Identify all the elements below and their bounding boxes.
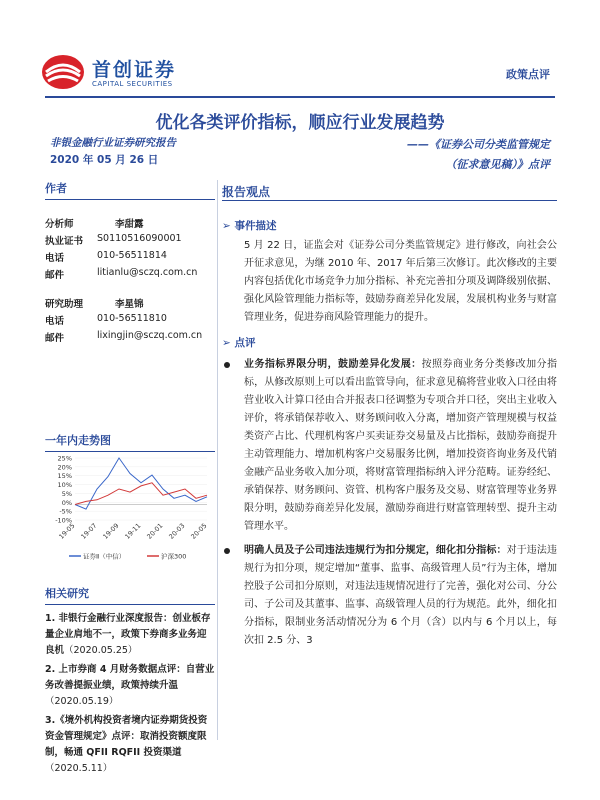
report-category: 非银金融行业证券研究报告 [50, 137, 176, 149]
email-link[interactable]: litianlu@sczq.com.cn [97, 267, 198, 278]
email-row [45, 267, 215, 284]
event-section-title: ➢ 事件描述 [222, 220, 277, 232]
arrow-icon: ➢ [222, 220, 235, 232]
series-line [75, 458, 207, 509]
related-item[interactable]: 3.《境外机构投资者境内证券期货投资资金管理规定》点评：取消投资额度限制，畅通 QFII RQFII 投资渠道（2020.5.11） [45, 715, 208, 774]
y-tick-label: 15% [57, 472, 72, 481]
authors-heading: 作者 [45, 182, 67, 195]
bullet-1: 业务指标界限分明，鼓励差异化发展：按照券商业务分类修改加分指标，从修改原则上可以看出监管导向，征求意见稿将营业收入口径由将营业收入计算口径由合并报表口径调整为专项合并口径，突出主业收入评价，将承销保荐收入、财务顾问收入分离，增加资产管理规模与权益类资产占比、代理机构客户买卖证券交易量及占比指标，鼓励券商提升主动管理能力、增加机构客户交易服务比例，增加投资咨询业务及代销金融产品业务收入加分项，将财富管理指标纳入评分范畴。证券经纪、承销保荐、财务顾问、资管、机构客户服务及交易、财富管理等业务界限分明，鼓励券商差异化发展，激励券商进行财富管理转型、提升主动管理水平。 [222, 356, 557, 536]
arrow-icon: ➢ [222, 337, 235, 349]
assistant-email-row [45, 330, 215, 347]
assistant-email-link[interactable]: lixingjin@sczq.com.cn [97, 330, 203, 341]
main-content [222, 183, 557, 650]
report-subtitle [407, 135, 550, 175]
assistant-phone-number: 010-56511810 [97, 313, 167, 324]
y-tick-label: -5% [59, 507, 72, 516]
y-tick-label: 20% [57, 463, 72, 472]
assistant-phone-label: 电话 [45, 316, 65, 327]
phone-label: 电话 [45, 253, 65, 264]
assistant-name: 李星锦 [115, 299, 144, 310]
x-tick-label: 19-11 [123, 521, 143, 541]
assistant-phone-row [45, 313, 215, 330]
brand-name-en: CAPITAL SECURITIES [92, 80, 173, 88]
subtitle-line-2: （征求意见稿）》点评 [445, 158, 550, 171]
assistant-email-label: 邮件 [45, 333, 65, 344]
x-tick-label: 20-05 [189, 521, 209, 541]
analyst-row [45, 216, 215, 233]
related-divider [45, 604, 215, 605]
y-tick-label: 10% [57, 481, 72, 490]
x-tick-label: 19-07 [79, 521, 99, 541]
assistant-label: 研究助理 [45, 299, 84, 310]
header-divider [45, 96, 555, 98]
x-tick-label: 19-09 [101, 521, 121, 541]
comment-section-title: ➢ 点评 [222, 337, 256, 349]
bullet-2: 明确人员及子公司违法违规行为扣分规定，细化扣分指标：对于违法违规行为扣分项，规定增加“董事、监事、高级管理人员”行为主体，增加控股子公司扣分原则，对违法违规情况进行了完善，强化对公司、分公司、子公司及其董事、监事、高级管理人员的行为规范。此外，细化扣分指标，限制业务活动情况分为 6 个月（含）以内与 6 个月以上，每次扣 2.5 分、3 [222, 542, 557, 650]
report-date: 2020 年 05 月 26 日 [50, 154, 159, 166]
cert-row [45, 233, 215, 250]
phone-number: 010-56511814 [97, 250, 167, 261]
column-divider [217, 180, 218, 740]
cert-number: S0110516090001 [97, 233, 182, 244]
related-item[interactable]: 1. 非银行金融行业深度报告：创业板存量企业肩地不一，政策下券商多业务迎良机（2020.05.25） [45, 613, 211, 656]
chart-title: 一年内走势图 [45, 434, 111, 447]
related-item[interactable]: 2. 上市券商 4 月财务数据点评：自营业务改善提振业绩，政策持续升温（2020.05.19） [45, 664, 215, 707]
subtitle-line-1: ——《证券公司分类监管规定 [407, 138, 550, 151]
cert-label: 执业证书 [45, 236, 84, 247]
y-tick-label: 25% [57, 454, 72, 463]
legend-label: 证券Ⅱ（中信） [83, 552, 126, 561]
bullet-icon [224, 548, 230, 554]
related-list [45, 611, 215, 777]
sidebar [45, 180, 215, 777]
x-tick-label: 20-01 [145, 521, 165, 541]
y-tick-label: 0% [61, 498, 72, 507]
event-paragraph: 5 月 22 日，证监会对《证券公司分类监管规定》进行修改，向社会公开征求意见，为继 2010 年、2017 年后第三次修订。此次修改的主要内容包括优化市场竞争力加分指标、补充完善扣分项及调降级别依据、强化风险管理能力指标等，鼓励券商差异化发展，发展机构业务与财富管理业务，促进券商风险管理能力的提升。 [244, 240, 557, 323]
y-tick-label: -10% [55, 516, 72, 525]
x-tick-label: 20-03 [167, 521, 187, 541]
analyst-name: 李甜露 [115, 219, 144, 230]
legend-label: 沪深300 [161, 552, 187, 561]
body-heading: 报告观点 [222, 185, 271, 199]
email-label: 邮件 [45, 270, 65, 281]
logo-emblem-icon [40, 52, 86, 92]
analyst-label: 分析师 [45, 219, 74, 230]
related-heading: 相关研究 [45, 587, 89, 600]
assistant-row [45, 296, 215, 313]
y-tick-label: 5% [61, 489, 72, 498]
x-tick-label: 19-05 [57, 521, 77, 541]
body-divider [222, 200, 557, 201]
bullet-icon [224, 362, 230, 368]
trend-chart [45, 452, 215, 567]
phone-row [45, 250, 215, 267]
brand-name: 首创证券 [92, 59, 177, 81]
report-title: 优化各类评价指标，顺应行业发展趋势 [155, 113, 445, 133]
report-type: 政策点评 [506, 68, 550, 81]
